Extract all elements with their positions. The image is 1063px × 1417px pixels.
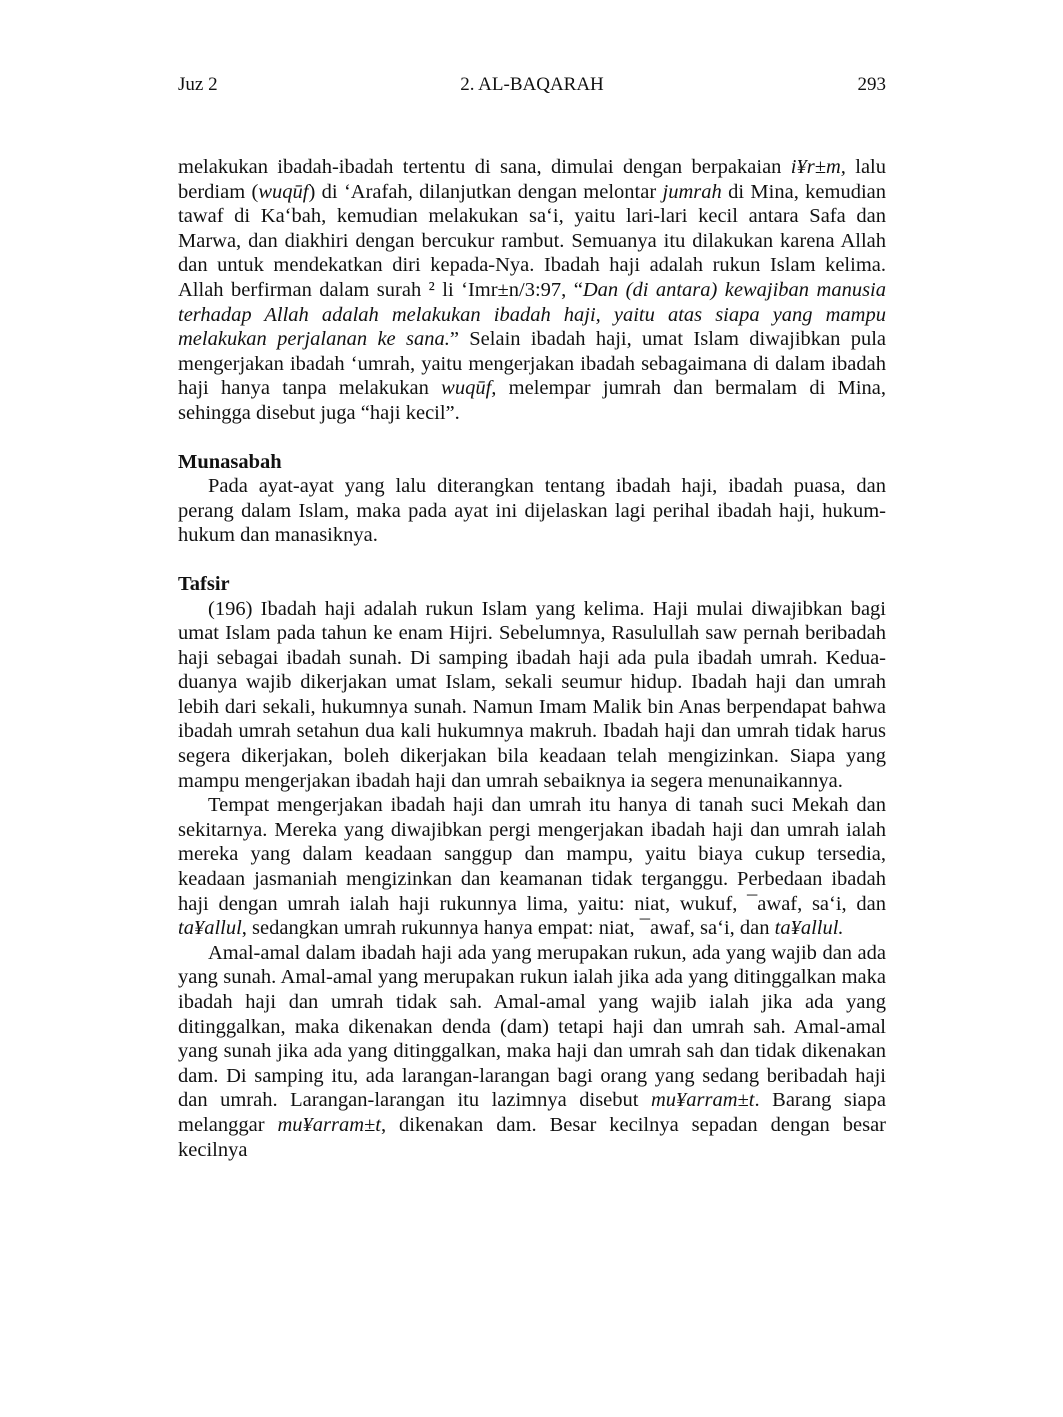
munasabah-paragraph: Pada ayat-ayat yang lalu diterangkan tentang ibadah haji, ibadah puasa, dan perang dalam Islam, maka pada ayat ini dijelaskan lagi perihal ibadah haji, hukum-hukum dan manasiknya. bbox=[178, 475, 886, 547]
tafsir-heading: Tafsir bbox=[178, 572, 230, 595]
term-tahallul: ta¥allul. bbox=[774, 917, 844, 940]
intro-paragraph bbox=[178, 155, 886, 426]
chapter-title: 2. AL-BAQARAH bbox=[460, 74, 604, 95]
text-run: melakukan ibadah-ibadah tertentu di sana, dimulai dengan berpakaian bbox=[178, 156, 791, 178]
juz-label: Juz 2 bbox=[178, 74, 218, 95]
tafsir-paragraph-1: (196) Ibadah haji adalah rukun Islam yang kelima. Haji mulai diwajibkan bagi umat Islam pada tahun ke enam Hijri. Sebelumnya, Rasulullah saw pernah beribadah haji sebagai ibadah sunah. Di samping ibadah haji ada pula ibadah umrah. Kedua-duanya wajib dikerjakan umat Islam, sekali seumur hidup. Ibadah haji dan umrah lebih dari sekali, hukumnya sunah. Namun Imam Malik bin Anas berpendapat bahwa ibadah umrah setahun dua kali hukumnya makruh. Ibadah haji dan umrah tidak harus segera dikerjakan, boleh dikerjakan bila keadaan telah mengizinkan. Siapa yang mampu mengerjakan ibadah haji dan umrah sebaiknya ia segera menunaikannya. bbox=[178, 597, 886, 792]
term-muharramat: mu¥arram±t bbox=[277, 1113, 381, 1136]
term-ihram: i¥r±m, bbox=[790, 156, 846, 178]
text-run: . Barang siapa melanggar bbox=[178, 1089, 886, 1136]
term-jumrah: jumrah bbox=[662, 180, 722, 203]
document-page bbox=[178, 0, 886, 1417]
running-head bbox=[178, 72, 886, 98]
tafsir-paragraph-2 bbox=[178, 793, 886, 941]
page-number: 293 bbox=[857, 74, 886, 95]
text-run: yaitu lari-lari kecil antara Safa dan Marwa, dan diakhiri dengan bercukur rambut. Semuanya itu dilakukan karena Allah dan untuk mendekatkan diri kepada-Nya. Ibadah haji adalah rukun Islam kelima. Allah berfirman dalam surah ² li ‘Imr±n/3:97, “ bbox=[178, 205, 886, 301]
term-wuquf: wuqūf bbox=[258, 180, 309, 203]
spacer bbox=[178, 548, 886, 572]
tafsir-paragraph-3 bbox=[178, 941, 886, 1162]
munasabah-heading: Munasabah bbox=[178, 450, 282, 473]
term-muharramat: mu¥arram±t bbox=[650, 1089, 755, 1112]
text-run: di Mina, kemudian tawaf di Ka‘bah, kemudian melakukan sa‘i bbox=[178, 180, 887, 228]
term-wuquf: wuqūf, bbox=[441, 377, 497, 400]
text-run: ” Selain ibadah haji, umat Islam diwajibkan pula mengerjakan ibadah ‘umrah, yaitu mengerjakan ibadah sebagaimana di dalam ibadah haji hanya tanpa melakukan bbox=[178, 328, 886, 400]
text-run: , sedangkan umrah rukunnya hanya empat: niat, ¯awaf, sa‘i, dan bbox=[241, 917, 775, 940]
text-run: , bbox=[558, 205, 564, 228]
text-run: ) di ‘Arafah, dilanjutkan dengan melontar bbox=[308, 180, 663, 203]
text-run: lalu berdiam ( bbox=[178, 156, 886, 203]
body-text bbox=[178, 155, 886, 1162]
spacer bbox=[178, 426, 886, 450]
term-tahallul: ta¥allul bbox=[178, 917, 242, 940]
text-run: , dikenakan dam. Besar kecilnya sepadan dengan besar kecilnya bbox=[178, 1113, 887, 1161]
text-run: Amal-amal dalam ibadah haji ada yang merupakan rukun, ada yang wajib dan ada yang sunah. Amal-amal yang merupakan rukun ialah jika ada yang ditinggalkan maka ibadah haji dan umrah tidak sah. Amal-amal yang wajib ialah jika ada yang ditinggalkan, maka dikenakan denda (dam) tetapi haji dan umrah sah. Amal-amal yang sunah jika ada yang ditinggalkan, maka haji dan umrah sah dan tidak dikenakan dam. Di samping itu, ada larangan-larangan bagi orang yang sedang beribadah haji dan umrah. Larangan-larangan itu lazimnya disebut bbox=[178, 941, 886, 1112]
text-run: melempar jumrah dan bermalam di Mina, sehingga disebut juga “haji kecil”. bbox=[178, 377, 886, 424]
text-run: Tempat mengerjakan ibadah haji dan umrah itu hanya di tanah suci Mekah dan sekitarnya. Mereka yang diwajibkan pergi mengerjakan ibadah haji dan umrah ialah mereka yang dalam keadaan sanggup dan mampu, yaitu biaya cukup tersedia, keadaan jasmaniah mengizinkan dan keamanan tidak terganggu. Perbedaan ibadah haji dengan umrah ialah haji rukunnya lima, yaitu: niat, wukuf, ¯awaf, sa‘i, dan bbox=[178, 794, 886, 915]
quran-quote: Dan (di antara) kewajiban manusia terhadap Allah adalah melakukan ibadah haji, yaitu atas siapa yang mampu melakukan perjalanan ke sana. bbox=[178, 278, 886, 351]
